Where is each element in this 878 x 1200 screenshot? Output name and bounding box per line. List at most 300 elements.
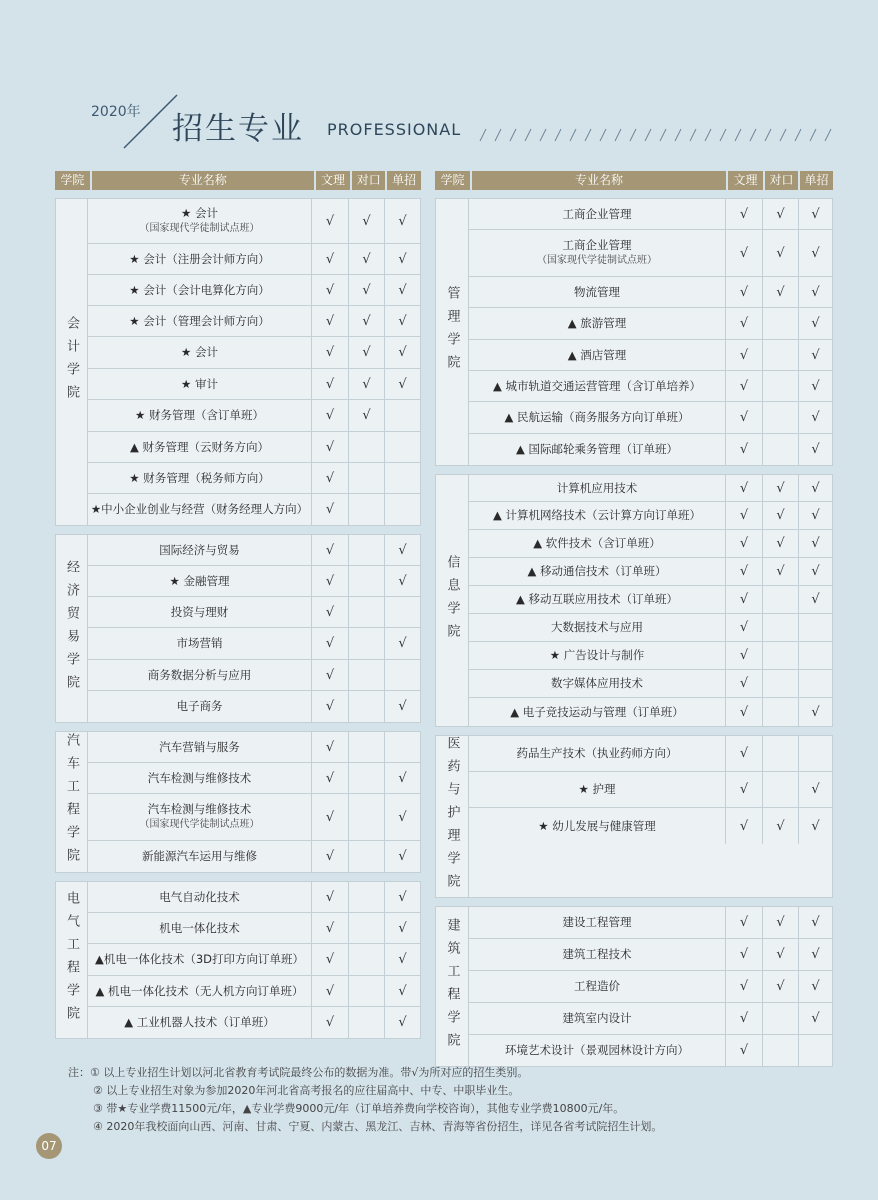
duikou-mark [349,535,385,565]
table-row [469,530,832,558]
note-line: ③ 带★专业学费11500元/年，▲专业学费9000元/年（订单培养费向学校咨询），其他专业学费10800元/年。 [93,1102,625,1115]
danzhao-mark: √ [398,213,407,229]
danzhao-mark [799,1035,832,1066]
college-cell [56,199,88,525]
danzhao-mark: √ [398,770,407,786]
danzhao-mark: √ [398,573,407,589]
major-name: 电子商务 [176,699,223,713]
wenli-mark: √ [726,808,763,844]
wenli-mark: √ [726,530,763,557]
major-subtitle: （国家现代学徒制试点班） [537,255,657,266]
major-name: ★中小企业创业与经营（财务经理人方向） [90,502,309,516]
major-name-cell [88,337,312,368]
right-table [435,171,833,1075]
duikou-mark: √ [349,337,385,368]
page-title: 招生专业 [172,111,304,147]
wenli-mark: √ [726,402,763,433]
header-college: 学院 [55,171,90,190]
danzhao-mark: √ [811,347,820,363]
danzhao-mark: √ [811,442,820,457]
duikou-mark [349,660,385,690]
wenli-mark: √ [312,628,349,659]
major-name: 汽车检测与维修技术 [147,770,252,785]
wenli-mark: √ [312,494,349,525]
major-name-cell [469,808,726,844]
duikou-mark [349,432,385,462]
table-row [469,558,832,586]
major-name-cell [88,691,312,722]
major-name: ★ 护理 [578,782,616,796]
duikou-mark [349,732,385,762]
danzhao-mark [799,670,832,697]
danzhao-mark: √ [811,536,820,551]
major-name-cell [469,402,726,433]
duikou-mark [349,1007,385,1038]
major-subtitle: （国家现代学徒制试点班） [139,819,260,830]
header-major: 专业名称 [472,171,726,190]
major-name-cell [469,530,726,557]
danzhao-mark: √ [811,284,820,300]
major-name: ★ 金融管理 [169,573,230,588]
table-row [469,340,832,371]
duikou-mark [763,670,799,697]
major-name: 投资与理财 [170,604,229,619]
major-name-cell [88,913,312,943]
college-group [55,731,421,873]
major-name-cell [88,400,312,431]
major-name-cell [469,1035,726,1066]
wenli-mark: √ [312,882,349,912]
table-row [469,772,832,808]
major-name: 药品生产技术（执业药师方向） [516,746,678,760]
college-name: 医药与护理学院 [444,736,460,897]
college-cell [436,199,469,465]
table-row [469,1003,832,1035]
danzhao-mark: √ [811,915,820,930]
duikou-mark: √ [349,369,385,399]
major-name: ★ 会计（管理会计师方向） [129,313,270,328]
major-name: ▲ 移动互联应用技术（订单班） [516,592,678,606]
duikou-mark [763,402,799,433]
major-name: 环境艺术设计（景观园林设计方向） [505,1043,689,1057]
wenli-mark: √ [312,597,349,627]
college-name: 信息学院 [444,554,460,647]
danzhao-mark: √ [398,345,407,360]
major-name-cell [88,535,312,565]
duikou-mark: √ [763,530,799,557]
major-name-cell [88,369,312,399]
major-name-cell [88,944,312,975]
major-name-cell [469,277,726,307]
notes [68,1064,662,1136]
table-row [469,642,832,670]
duikou-mark [349,944,385,975]
duikou-mark [349,691,385,722]
major-name-cell [88,244,312,274]
duikou-mark [349,763,385,793]
header-dash-decoration [470,125,850,145]
danzhao-mark: √ [811,979,820,994]
table-row [88,275,420,306]
wenli-mark: √ [726,698,763,726]
major-name: ▲机电一体化技术（3D打印方向订单班） [94,952,304,966]
header-wenli: 文理 [316,171,351,190]
danzhao-mark [385,597,420,627]
wenli-mark: √ [312,400,349,431]
header-danzhao: 单招 [387,171,421,190]
college-group [435,198,833,466]
right-table-header [435,171,833,190]
wenli-mark: √ [726,1003,763,1034]
wenli-mark: √ [312,732,349,762]
major-name: 物流管理 [574,284,620,299]
danzhao-mark: √ [811,1011,820,1026]
header-college: 学院 [435,171,470,190]
major-name-cell [88,566,312,596]
major-name: 电气自动化技术 [159,889,240,904]
wenli-mark: √ [726,502,763,529]
wenli-mark: √ [312,244,349,274]
danzhao-mark [385,732,420,762]
major-name-cell [469,670,726,697]
college-group [55,534,421,723]
major-name: 建筑工程技术 [562,947,632,961]
major-name-cell [88,732,312,762]
major-name-cell [469,434,726,465]
danzhao-mark: √ [811,782,820,797]
major-name: ▲ 旅游管理 [567,316,627,330]
table-row [88,913,420,944]
danzhao-mark: √ [811,508,820,523]
wenli-mark: √ [726,907,763,938]
college-cell [56,732,88,872]
danzhao-mark: √ [811,410,820,425]
college-group [55,881,421,1039]
table-row [88,494,420,525]
major-name-cell [469,971,726,1002]
header-wenli: 文理 [728,171,763,190]
wenli-mark: √ [312,976,349,1006]
wenli-mark: √ [726,772,763,807]
danzhao-mark: √ [398,952,407,967]
table-row [88,763,420,794]
major-name: 大数据技术与应用 [551,620,643,634]
header-major: 专业名称 [92,171,314,190]
duikou-mark [763,736,799,771]
major-name: ▲ 财务管理（云财务方向） [130,439,269,454]
danzhao-mark: √ [811,704,820,720]
danzhao-mark: √ [398,636,407,651]
duikou-mark: √ [763,502,799,529]
duikou-mark: √ [763,277,799,307]
major-name-cell [88,976,312,1006]
wenli-mark: √ [312,566,349,596]
major-name: 新能源汽车运用与维修 [142,849,257,863]
duikou-mark [349,566,385,596]
table-row [88,337,420,369]
wenli-mark: √ [312,841,349,872]
table-row [469,434,832,465]
duikou-mark: √ [763,558,799,585]
wenli-mark: √ [312,913,349,943]
danzhao-mark: √ [398,376,407,392]
duikou-mark: √ [763,230,799,276]
major-name: ★ 财务管理（税务师方向） [129,470,270,485]
danzhao-mark: √ [811,378,820,394]
wenli-mark: √ [312,691,349,722]
major-name: 工商企业管理 [562,206,632,221]
wenli-mark: √ [312,306,349,336]
duikou-mark: √ [763,971,799,1002]
danzhao-mark: √ [398,251,407,267]
major-name-cell [88,660,312,690]
header-duikou: 对口 [765,171,798,190]
major-name-cell [88,628,312,659]
table-row [469,736,832,772]
table-row [88,432,420,463]
wenli-mark: √ [312,660,349,690]
duikou-mark [763,586,799,613]
major-name: ▲ 电子竞技运动与管理（订单班） [510,704,684,719]
major-name: ▲ 民航运输（商务服务方向订单班） [504,410,690,424]
table-row [469,277,832,308]
major-name: ★ 会计 [181,345,218,359]
danzhao-mark [385,432,420,462]
duikou-mark [763,1003,799,1034]
danzhao-mark [799,614,832,641]
table-row [469,614,832,642]
major-name-cell [469,772,726,807]
danzhao-mark [385,660,420,690]
table-row [469,308,832,340]
table-row [88,566,420,597]
table-row [469,199,832,230]
major-name: 机电一体化技术 [159,920,240,935]
major-name: ▲ 酒店管理 [567,347,627,362]
major-subtitle: （国家现代学徒制试点班） [139,223,260,234]
wenli-mark: √ [312,275,349,305]
college-cell [436,475,469,726]
major-name: ★ 审计 [181,376,218,391]
wenli-mark: √ [726,939,763,970]
duikou-mark: √ [349,306,385,336]
duikou-mark [349,976,385,1006]
danzhao-mark [799,736,832,771]
wenli-mark: √ [726,277,763,307]
college-cell [436,736,469,897]
duikou-mark [763,308,799,339]
danzhao-mark: √ [811,480,820,496]
danzhao-mark: √ [398,1015,407,1030]
table-row [88,691,420,722]
header-year: 2020年 [91,104,141,120]
table-row [88,628,420,660]
duikou-mark: √ [763,199,799,229]
duikou-mark: √ [763,808,799,844]
major-name: 工商企业管理 [562,238,632,252]
major-name: ★ 会计 [181,206,218,220]
wenli-mark: √ [726,371,763,401]
danzhao-mark [385,400,420,431]
note-line: 注：① 以上专业招生计划以河北省教育考试院最终公布的数据为准。带√为所对应的招生类别。 [68,1066,529,1079]
major-name-cell [469,371,726,401]
college-name: 经济贸易学院 [64,559,79,698]
table-row [469,475,832,502]
table-row [88,369,420,400]
college-name: 电气工程学院 [64,891,79,1029]
table-row [88,732,420,763]
wenli-mark: √ [726,475,763,501]
major-name: 市场营销 [176,636,223,650]
duikou-mark [349,463,385,493]
major-name-cell [469,939,726,970]
major-name-cell [88,841,312,872]
major-name-cell [469,502,726,529]
wenli-mark: √ [312,432,349,462]
college-group [55,198,421,526]
major-name: ★ 会计（会计电算化方向） [129,282,270,297]
major-name: 工程造价 [574,979,620,993]
danzhao-mark [385,463,420,493]
wenli-mark: √ [312,369,349,399]
duikou-mark [349,882,385,912]
major-name: ▲ 计算机网络技术（云计算方向订单班） [493,508,701,522]
wenli-mark: √ [726,736,763,771]
major-name: ▲ 移动通信技术（订单班） [527,564,667,578]
major-name-cell [469,642,726,669]
wenli-mark: √ [726,670,763,697]
danzhao-mark: √ [398,920,407,936]
table-row [469,808,832,844]
header-danzhao: 单招 [800,171,833,190]
major-name: ▲ 城市轨道交通运营管理（含订单培养） [493,378,701,393]
wenli-mark: √ [726,586,763,613]
danzhao-mark: √ [811,947,820,962]
major-name-cell [88,275,312,305]
danzhao-mark: √ [811,592,820,607]
header-duikou: 对口 [352,171,385,190]
danzhao-mark: √ [811,245,820,261]
major-name: 建设工程管理 [562,915,632,929]
duikou-mark [763,614,799,641]
wenli-mark: √ [312,944,349,975]
table-row [88,463,420,494]
major-name-cell [469,1003,726,1034]
major-name-cell [469,736,726,771]
major-name: 汽车营销与服务 [159,739,240,754]
major-name-cell [469,586,726,613]
college-name: 建筑工程学院 [444,917,460,1056]
major-name: 国际经济与贸易 [159,542,240,557]
major-name: ▲ 国际邮轮乘务管理（订单班） [516,442,678,456]
duikou-mark [763,642,799,669]
duikou-mark: √ [763,907,799,938]
page-title-en: PROFESSIONAL [327,120,462,139]
danzhao-mark: √ [811,564,820,579]
major-name-cell [88,494,312,525]
table-row [469,586,832,614]
table-row [88,597,420,628]
major-name: 数字媒体应用技术 [551,676,643,690]
danzhao-mark: √ [398,849,407,864]
table-row [88,199,420,244]
major-name: 汽车检测与维修技术 [147,802,252,816]
duikou-mark [763,1035,799,1066]
major-name-cell [469,340,726,370]
duikou-mark [349,494,385,525]
table-row [469,698,832,726]
major-name-cell [469,558,726,585]
duikou-mark [763,772,799,807]
table-row [469,502,832,530]
table-row [469,371,832,402]
wenli-mark: √ [726,558,763,585]
table-row [469,971,832,1003]
danzhao-mark: √ [811,818,820,834]
major-name-cell [88,794,312,840]
major-name: 商务数据分析与应用 [147,667,252,682]
major-name-cell [469,308,726,339]
wenli-mark: √ [726,614,763,641]
left-table-header [55,171,421,190]
college-group [435,735,833,898]
college-name: 汽车工程学院 [64,733,79,871]
wenli-mark: √ [726,1035,763,1066]
page-number: 07 [36,1133,62,1159]
table-row [88,794,420,841]
major-name-cell [88,882,312,912]
danzhao-mark [385,494,420,525]
duikou-mark: √ [349,244,385,274]
major-name-cell [469,907,726,938]
college-name: 管理学院 [444,286,460,378]
major-name-cell [88,763,312,793]
wenli-mark: √ [726,434,763,465]
wenli-mark: √ [312,463,349,493]
major-name: 建筑室内设计 [562,1011,632,1025]
note-line: ④ 2020年我校面向山西、河南、甘肃、宁夏、内蒙古、黑龙江、吉林、青海等省份招生，详见各省考试院招生计划。 [93,1120,663,1133]
danzhao-mark: √ [398,313,407,329]
duikou-mark [763,371,799,401]
duikou-mark [349,628,385,659]
danzhao-mark: √ [811,316,820,331]
table-row [469,670,832,698]
duikou-mark [763,698,799,726]
table-row [88,306,420,337]
college-cell [436,907,469,1066]
wenli-mark: √ [726,340,763,370]
college-cell [56,535,88,722]
danzhao-mark: √ [811,206,820,222]
major-name-cell [88,597,312,627]
duikou-mark [349,913,385,943]
duikou-mark [763,434,799,465]
table-row [469,907,832,939]
duikou-mark [349,794,385,840]
wenli-mark: √ [312,763,349,793]
danzhao-mark [799,642,832,669]
wenli-mark: √ [312,535,349,565]
table-row [469,230,832,277]
wenli-mark: √ [726,199,763,229]
danzhao-mark: √ [398,889,407,905]
major-name: ★ 幼儿发展与健康管理 [538,818,656,833]
major-name: ★ 财务管理（含订单班） [135,408,264,422]
table-row [88,400,420,432]
table-row [88,976,420,1007]
major-name-cell [469,230,726,276]
major-name: ▲ 机电一体化技术（无人机方向订单班） [95,983,304,998]
